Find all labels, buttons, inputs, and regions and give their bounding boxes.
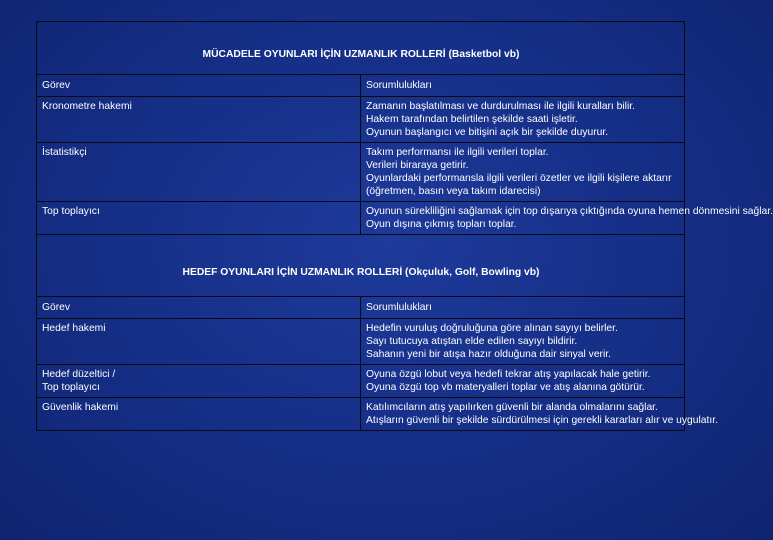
role-line: Top toplayıcı bbox=[42, 382, 100, 393]
section-title-row bbox=[37, 22, 685, 75]
responsibility-line: Sayı tutucuya atıştan elde edilen sayıyı bildirir. bbox=[366, 336, 578, 347]
header-responsibilities: Sorumlulukları bbox=[361, 75, 685, 97]
role-cell bbox=[37, 319, 361, 365]
responsibility-line: (öğretmen, basın veya takım idarecisi) bbox=[366, 186, 541, 197]
responsibility-line: Oyunlardaki performansla ilgili verileri özetler ve ilgili kişilere aktarır bbox=[366, 173, 672, 184]
responsibility-line: Takım performansı ile ilgili verileri toplar. bbox=[366, 147, 549, 158]
table-row bbox=[37, 398, 685, 431]
section-title-row bbox=[37, 235, 685, 297]
responsibilities-cell bbox=[361, 365, 685, 398]
table-row bbox=[37, 143, 685, 202]
responsibility-line: Oyuna özgü top vb materyalleri toplar ve atış alanına götürür. bbox=[366, 382, 645, 393]
responsibility-line: Sahanın yeni bir atışa hazır olduğuna dair sinyal verir. bbox=[366, 349, 611, 360]
responsibility-line: Hakem tarafından belirtilen şekilde saati işletir. bbox=[366, 114, 578, 125]
roles-table bbox=[36, 21, 773, 431]
responsibility-line: Oyuna özgü lobut veya hedefi tekrar atış yapılacak hale getirir. bbox=[366, 369, 651, 380]
responsibility-line: Zamanın başlatılması ve durdurulması ile ilgili kuralları bilir. bbox=[366, 101, 635, 112]
section2-title: HEDEF OYUNLARI İÇİN UZMANLIK ROLLERİ (Okçuluk, Golf, Bowling vb) bbox=[37, 235, 685, 297]
responsibility-line: Verileri biraraya getirir. bbox=[366, 160, 469, 171]
role-cell bbox=[37, 365, 361, 398]
responsibilities-cell bbox=[361, 398, 718, 431]
table-row bbox=[37, 202, 685, 235]
role-cell: Kronometre hakemi bbox=[37, 97, 361, 143]
table-row bbox=[37, 319, 685, 365]
responsibility-line: Atışların güvenli bir şekilde sürdürülmesi için gerekli kararları alır ve uygulatır. bbox=[366, 415, 718, 426]
responsibility-line: Oyunun başlangıcı ve bitişini açık bir şekilde duyurur. bbox=[366, 127, 609, 138]
role-line: Hedef hakemi bbox=[42, 323, 106, 334]
responsibilities-cell bbox=[361, 202, 773, 235]
responsibility-line: Oyunun sürekliliğini sağlamak için top dışarıya çıktığında oyuna hemen dönmesini sağlar. bbox=[366, 206, 773, 217]
header-responsibilities: Sorumlulukları bbox=[361, 297, 685, 319]
table-row bbox=[37, 365, 685, 398]
responsibility-line: Hedefin vuruluş doğruluğuna göre alınan sayıyı belirler. bbox=[366, 323, 618, 334]
role-cell bbox=[37, 398, 361, 431]
responsibilities-cell bbox=[361, 143, 685, 202]
responsibilities-cell bbox=[361, 97, 685, 143]
responsibility-line: Katılımcıların atış yapılırken güvenli bir alanda olmalarını sağlar. bbox=[366, 402, 658, 413]
section1-title: MÜCADELE OYUNLARI İÇİN UZMANLIK ROLLERİ (Basketbol vb) bbox=[37, 22, 685, 75]
role-cell: Top toplayıcı bbox=[37, 202, 361, 235]
header-role: Görev bbox=[37, 297, 361, 319]
role-line: Hedef düzeltici / bbox=[42, 369, 116, 380]
header-row bbox=[37, 75, 685, 97]
table-row bbox=[37, 97, 685, 143]
role-cell: İstatistikçi bbox=[37, 143, 361, 202]
responsibilities-cell bbox=[361, 319, 685, 365]
responsibility-line: Oyun dışına çıkmış topları toplar. bbox=[366, 219, 517, 230]
header-row bbox=[37, 297, 685, 319]
role-line: Güvenlik hakemi bbox=[42, 402, 119, 413]
header-role: Görev bbox=[37, 75, 361, 97]
